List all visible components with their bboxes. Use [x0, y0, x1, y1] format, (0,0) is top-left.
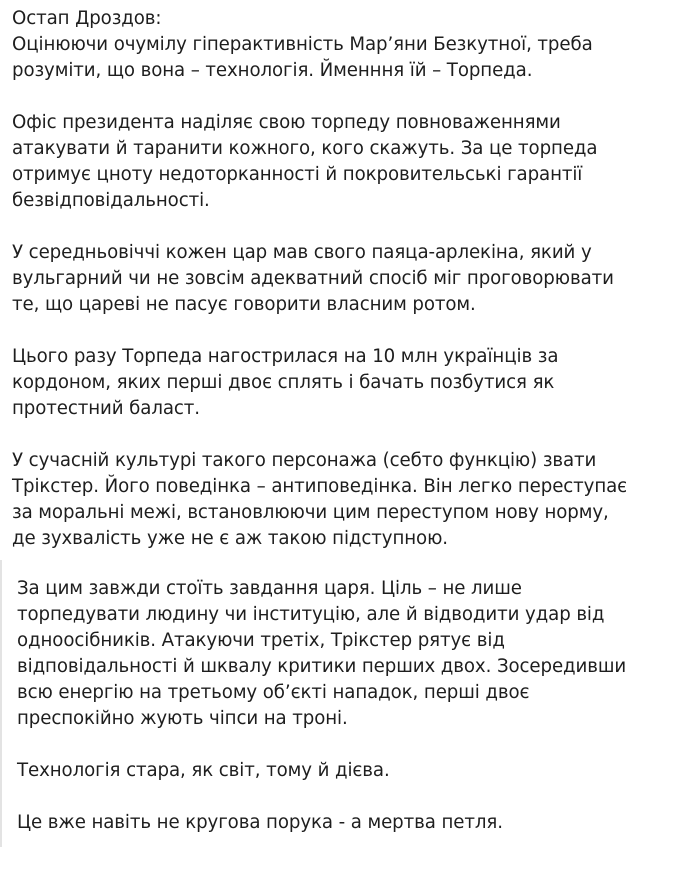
paragraph-6: За цим завжди стоїть завдання царя. Ціль – не лише торпедувати людину чи інституцію, але й відводити удар від одноосібників. Атакуючи третіх, Трікстер рятує від відповідальності й шквалу критики перших двох. Зосередивши всю енергію на третьому об’єкті нападок, перші двоє преспокійно жують чіпси на троні.: [17, 578, 627, 729]
message-text-top: [12, 6, 672, 578]
paragraph-5: У сучасній культурі такого персонажа (себто функцію) звати Трікстер. Його поведінка – антиповедінка. Він легко переступає за моральні межі, встановлюючи цим переступом нову норму, де зухвалість уже не є аж такою підступною.: [12, 450, 628, 549]
paragraph-2: Офіс президента наділяє свою торпеду повноваженнями атакувати й таранити кожного, кого скажуть. За це торпеда отримує цноту недоторканності й покровительські гарантії безвідповідальності.: [12, 112, 598, 211]
paragraph-8: Це вже навіть не кругова порука - а мертва петля.: [17, 812, 503, 833]
message-text-bottom: [17, 576, 677, 862]
quote-bar: [0, 560, 2, 847]
paragraph-4: Цього разу Торпеда нагострилася на 10 млн українців за кордоном, яких перші двоє сплять і бачать позбутися як протестний баласт.: [12, 346, 559, 419]
author-line: Остап Дроздов:: [12, 8, 162, 29]
paragraph-7: Технологія стара, як світ, тому й дієва.: [17, 760, 390, 781]
paragraph-3: У середньовіччі кожен цар мав свого паяца-арлекіна, який у вульгарний чи не зовсім адекватний спосіб міг проговорювати те, що цареві не пасує говорити власним ротом.: [12, 242, 614, 315]
paragraph-1: Оцінюючи очумілу гіперактивність Мар’яни Безкутної, треба розуміти, що вона – технологія. Йменння їй – Торпеда.: [12, 34, 593, 81]
